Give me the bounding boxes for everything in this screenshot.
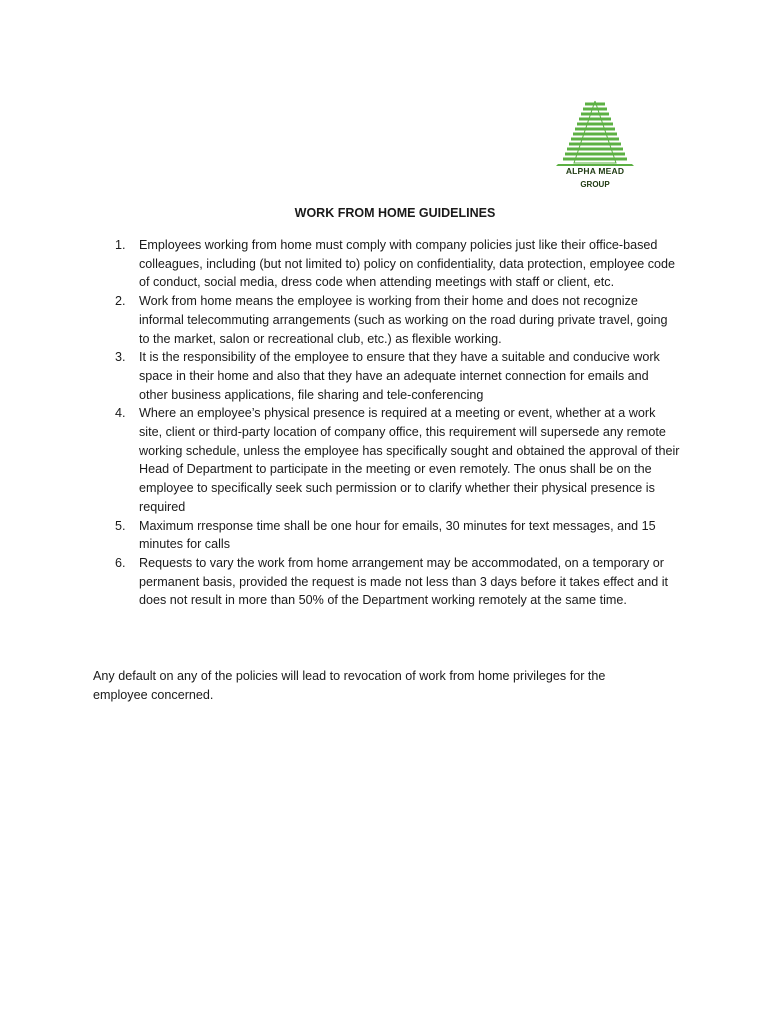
- list-item: [112, 517, 680, 554]
- list-item-number: 4.: [115, 406, 126, 421]
- company-logo: [552, 100, 638, 192]
- closing-paragraph: Any default on any of the policies will lead to revocation of work from home privileges for the employee concerned.: [93, 669, 606, 702]
- list-item-number: 3.: [115, 350, 126, 365]
- list-item-text: Maximum rresponse time shall be one hour for emails, 30 minutes for text messages, and 15 minutes for calls: [139, 518, 656, 552]
- list-item-text: Where an employee’s physical presence is required at a meeting or event, whether at a work site, client or third-party location of company office, this requirement will supersede any remote working schedule, unless the employee has specifically sought and obtained the approval of their Head of Department to participate in the meeting or even remotely. The onus shall be on the employee to specifically seek such permission or to clarify whether their physical presence is required: [139, 406, 680, 514]
- logo-name-line2: GROUP: [580, 180, 610, 189]
- list-item-text: Work from home means the employee is working from their home and does not recognize informal telecommuting arrangements (such as working on the road during private travel, going to the market, salon or recreational club, etc.) as flexible working.: [139, 294, 668, 346]
- list-item-text: Employees working from home must comply with company policies just like their office-based colleagues, including (but not limited to) policy on confidentiality, data protection, employee code of conduct, social media, dress code when attending meetings with staff or client, etc.: [139, 238, 676, 290]
- list-item: [112, 292, 680, 348]
- list-item-number: 2.: [115, 294, 126, 309]
- list-item: [112, 348, 680, 404]
- list-item: [112, 554, 680, 610]
- list-item: [112, 404, 680, 516]
- list-item-number: 5.: [115, 518, 126, 533]
- list-item-text: It is the responsibility of the employee to ensure that they have a suitable and conducive work space in their home and also that they have an adequate internet connection for emails and other business applications, file sharing and tele-conferencing: [139, 350, 660, 402]
- list-item-number: 6.: [115, 555, 126, 570]
- logo-name-line1: ALPHA MEAD: [565, 166, 625, 176]
- building-logo-icon: [552, 100, 638, 166]
- document-title: WORK FROM HOME GUIDELINES: [294, 206, 496, 220]
- guidelines-list: [112, 236, 680, 610]
- list-item-number: 1.: [115, 238, 126, 252]
- list-item: [112, 236, 680, 292]
- list-item-text: Requests to vary the work from home arrangement may be accommodated, on a temporary or permanent basis, provided the request is made not less than 3 days before it takes effect and it does not result in more than 50% of the Department working remotely at the same time.: [139, 555, 669, 608]
